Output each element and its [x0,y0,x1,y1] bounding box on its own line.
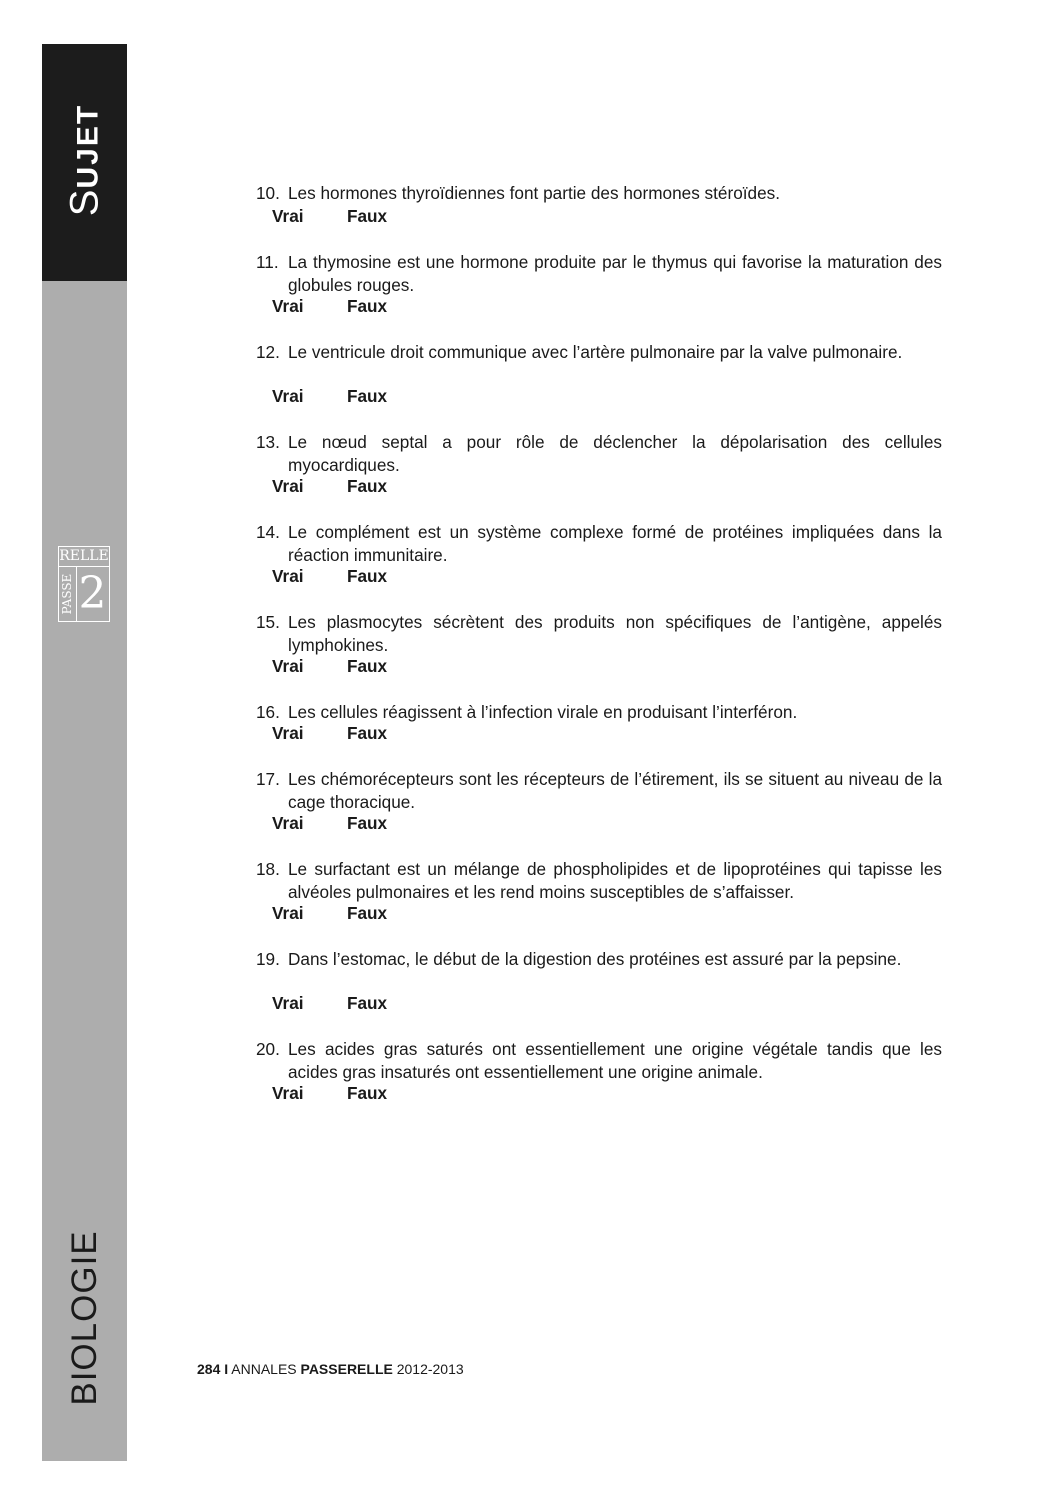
answer-faux[interactable]: Faux [347,993,388,1013]
answer-vrai[interactable]: Vrai [272,296,304,316]
answers-11 [272,296,387,317]
answers-12 [272,386,387,407]
answers-14 [272,566,387,587]
passerelle-2-logo [58,546,110,622]
page-footer [197,1361,464,1377]
question-number: 10. [256,183,280,203]
question-18 [256,858,942,903]
answer-faux[interactable]: Faux [347,656,388,676]
answer-vrai[interactable]: Vrai [272,1083,304,1103]
answer-faux[interactable]: Faux [347,206,388,226]
footer-annales: ANNALES [231,1361,297,1377]
answer-faux[interactable]: Faux [347,903,388,923]
question-text: Les cellules réagissent à l’infection virale en produisant l’interféron. [288,702,798,722]
logo-top-text: RELLE [59,547,109,567]
question-text: Le nœud septal a pour rôle de déclencher la dépolarisation des cellules myocardiques. [288,432,942,475]
answer-vrai[interactable]: Vrai [272,566,304,586]
question-text: Les hormones thyroïdiennes font partie des hormones stéroïdes. [288,183,781,203]
answer-vrai[interactable]: Vrai [272,813,304,833]
answer-faux[interactable]: Faux [347,1083,388,1103]
answer-vrai[interactable]: Vrai [272,993,304,1013]
answers-20 [272,1083,387,1104]
footer-passerelle: PASSERELLE [300,1361,393,1377]
answer-faux[interactable]: Faux [347,566,388,586]
question-16 [256,701,942,724]
logo-side [59,566,77,621]
answer-vrai[interactable]: Vrai [272,656,304,676]
answer-faux[interactable]: Faux [347,723,388,743]
question-number: 16. [256,702,280,722]
answer-vrai[interactable]: Vrai [272,206,304,226]
answers-18 [272,903,387,924]
question-20 [256,1038,942,1083]
question-text: Le ventricule droit communique avec l’artère pulmonaire par la valve pulmonaire. [288,342,903,362]
footer-separator: I [224,1361,229,1377]
subject-label: BIOLOGIE [65,1230,104,1406]
question-text: La thymosine est une hormone produite par le thymus qui favorise la maturation des globules rouges. [288,252,942,295]
answer-faux[interactable]: Faux [347,296,388,316]
question-10 [256,182,942,205]
question-text: Le complément est un système complexe formé de protéines impliquées dans la réaction immunitaire. [288,522,942,565]
question-number: 19. [256,949,280,969]
question-text: Dans l’estomac, le début de la digestion des protéines est assuré par la pepsine. [288,949,902,969]
answers-15 [272,656,387,677]
question-number: 17. [256,769,280,789]
answer-faux[interactable]: Faux [347,476,388,496]
question-text: Le surfactant est un mélange de phospholipides et de lipoprotéines qui tapisse les alvéoles pulmonaires et les rend moins susceptibles de s’affaisser. [288,859,942,902]
answer-faux[interactable]: Faux [347,386,388,406]
answer-faux[interactable]: Faux [347,813,388,833]
answers-17 [272,813,387,834]
answers-16 [272,723,387,744]
question-17 [256,768,942,813]
question-text: Les acides gras saturés ont essentiellement une origine végétale tandis que les acides gras insaturés ont essentiellement une origine animale. [288,1039,942,1082]
question-number: 13. [256,432,280,452]
question-number: 20. [256,1039,280,1059]
answers-19 [272,993,387,1014]
question-11 [256,251,942,296]
page-number: 284 [197,1361,221,1377]
question-13 [256,431,942,476]
question-number: 11. [256,252,279,272]
question-15 [256,611,942,656]
question-text: Les plasmocytes sécrètent des produits non spécifiques de l’antigène, appelés lymphokines. [288,612,942,655]
answer-vrai[interactable]: Vrai [272,476,304,496]
question-number: 14. [256,522,280,542]
section-label [63,104,108,216]
question-number: 12. [256,342,280,362]
section-label-rest: UJET [71,103,105,189]
question-number: 15. [256,612,280,632]
footer-years: 2012-2013 [396,1361,464,1377]
logo-number: 2 [78,568,107,619]
question-14 [256,521,942,566]
question-number: 18. [256,859,280,879]
answers-13 [272,476,387,497]
answer-vrai[interactable]: Vrai [272,723,304,743]
question-12 [256,341,942,364]
question-text: Les chémorécepteurs sont les récepteurs de l’étirement, ils se situent au niveau de la cage thoracique. [288,769,942,812]
logo-side-text: PASSE [60,573,74,615]
section-label-initial: S [62,188,107,217]
answers-10 [272,206,387,227]
answer-vrai[interactable]: Vrai [272,386,304,406]
question-19 [256,948,942,971]
answer-vrai[interactable]: Vrai [272,903,304,923]
